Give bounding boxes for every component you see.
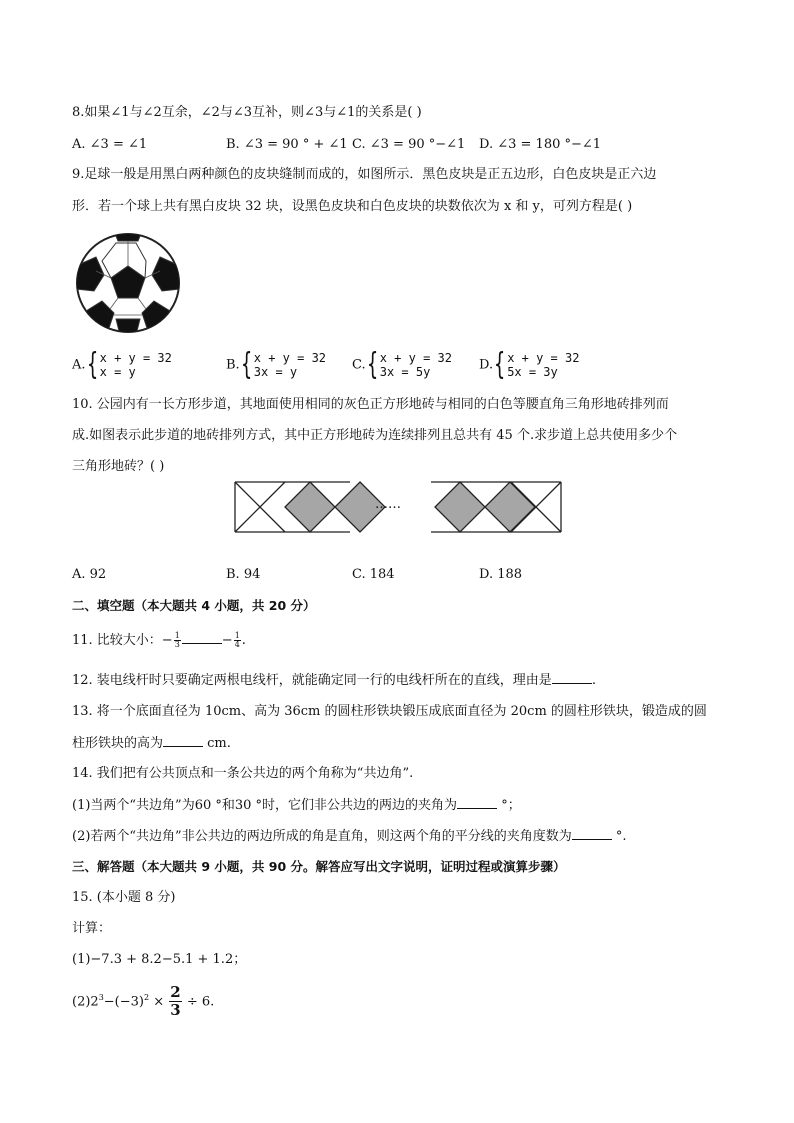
- q10-option-a: A. 92: [72, 567, 107, 582]
- q13-line1: 13. 将一个底面直径为 10cm、高为 36cm 的圆柱形铁块锻压成底面直径为 20cm 的圆柱形铁块，锻造成的圆: [72, 704, 707, 719]
- q10-stem-line1: 10. 公园内有一长方形步道，其地面使用相同的灰色正方形地砖与相同的白色等腰直角三角形地砖排列而: [72, 397, 669, 412]
- q14-part1: (1)当两个“共边角”为60 °和30 °时，它们非公共边的两边的夹角为 °；: [72, 798, 521, 813]
- q10-option-b: B. 94: [226, 567, 261, 582]
- q14-part2-blank[interactable]: [572, 827, 612, 840]
- q8-option-d: D. ∠3 = 180 °−∠1: [479, 137, 602, 152]
- q8-option-b: B. ∠3 = 90 ° + ∠1: [226, 137, 348, 152]
- q9-stem-line1: 9.足球一般是用黑白两种颜色的皮块缝制而成的，如图所示．黑色皮块是正五边形，白色皮块是正六边: [72, 167, 657, 182]
- soccer-ball-image: [74, 231, 182, 335]
- tile-ellipsis: ……: [375, 497, 401, 512]
- q15-part1: (1)−7.3 + 8.2−5.1 + 1.2；: [72, 952, 247, 967]
- q15-instruction: 计算：: [72, 921, 112, 936]
- q10-option-d: D. 188: [479, 567, 523, 582]
- q13-answer-blank[interactable]: [163, 734, 203, 747]
- q8-option-a: A. ∠3 = ∠1: [72, 137, 148, 152]
- q9-option-d: D. { x + y = 32 5x = 3y: [479, 347, 580, 382]
- q14-part1-blank[interactable]: [457, 796, 497, 809]
- q9-option-a: A. { x + y = 32 x = y: [72, 347, 172, 382]
- q15-part2: $(2)2^3-(-3)^2$ × $\frac{2}{3}$ ÷ 6.: [72, 983, 215, 1020]
- q12: 12. 装电线杆时只要确定两根电线杆，就能确定同一行的电线杆所在的直线，理由是 .: [72, 673, 596, 688]
- q9-option-c: C. { x + y = 32 3x = 5y: [352, 347, 452, 382]
- q15-fraction: $\frac{2}{3}$: [170, 983, 181, 1020]
- q11-fraction-1: $\frac{1}{3}$: [174, 631, 180, 649]
- q8-option-c: C. ∠3 = 90 °−∠1: [352, 137, 466, 152]
- q8-stem: 8.如果∠1与∠2互余，∠2与∠3互补，则∠3与∠1的关系是( ): [72, 105, 422, 120]
- q9-stem-line2: 形．若一个球上共有黑白皮块 32 块，设黑色皮块和白色皮块的块数依次为 x 和 y，可列方程是( ): [72, 199, 633, 214]
- section-2-heading: 二、填空题（本大题共 4 小题，共 20 分）: [72, 598, 316, 613]
- q9-option-b: B. { x + y = 32 3x = y: [226, 347, 327, 382]
- q14-stem: 14. 我们把有公共顶点和一条公共边的两个角称为“共边角”.: [72, 766, 414, 781]
- q10-option-c: C. 184: [352, 567, 395, 582]
- q10-stem-line2: 成.如图表示此步道的地砖排列方式，其中正方形地砖为连续排列且总共有 45 个.求步道上总共使用多少个: [72, 428, 678, 443]
- q10-stem-line3: 三角形地砖？( ): [72, 459, 165, 474]
- section-3-heading: 三、解答题（本大题共 9 小题，共 90 分。解答应写出文字说明，证明过程或演算步骤）: [72, 859, 566, 874]
- q11-fraction-2: $\frac{1}{4}$: [234, 631, 240, 649]
- q14-part2: (2)若两个“共边角”非公共边的两边所成的角是直角，则这两个角的平分线的夹角度数为 °.: [72, 829, 627, 844]
- q13-line2: 柱形铁块的高为 cm.: [72, 736, 231, 751]
- q15-header: 15. (本小题 8 分): [72, 890, 176, 905]
- q12-answer-blank[interactable]: [552, 671, 592, 684]
- q11-answer-blank[interactable]: [182, 631, 222, 644]
- q11: 11. 比较大小：− $\frac{1}{3}$ − $\frac{1}{4}$ .: [72, 631, 246, 649]
